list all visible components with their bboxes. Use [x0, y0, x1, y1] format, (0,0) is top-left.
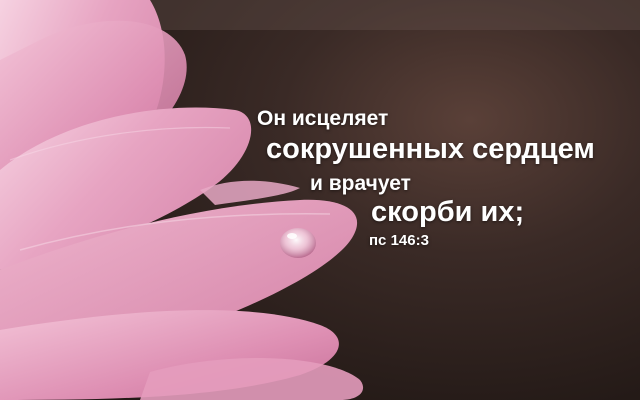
verse-line-2: сокрушенных сердцем: [266, 133, 595, 165]
verse-line-1: Он исцеляет: [257, 107, 389, 130]
verse-line-4: скорби их;: [371, 196, 525, 228]
verse-line-3: и врачует: [310, 172, 411, 195]
verse-reference: пс 146:3: [369, 232, 429, 249]
